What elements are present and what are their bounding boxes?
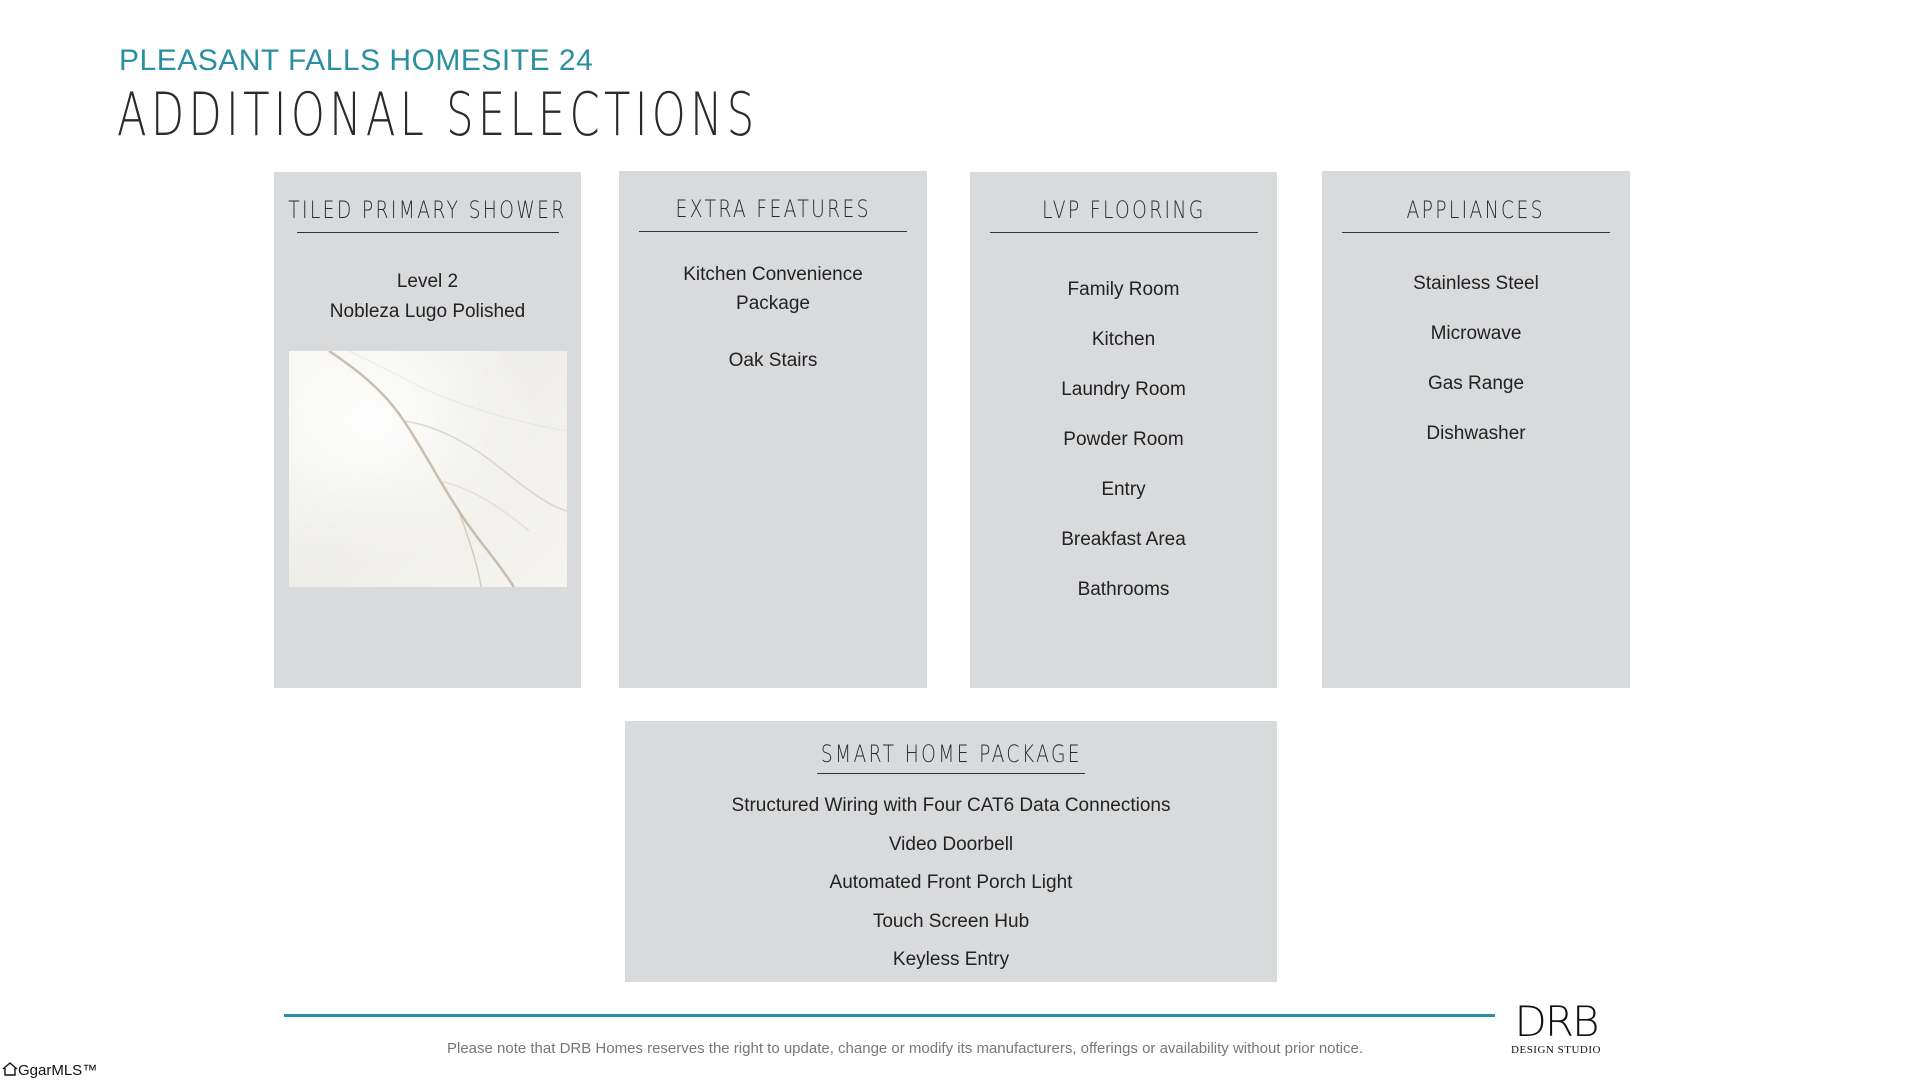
heading-divider bbox=[817, 773, 1085, 774]
card-tiled-primary-shower bbox=[274, 172, 581, 688]
mls-label: GgarMLS™ bbox=[18, 1062, 98, 1079]
logo-subtitle: DESIGN STUDIO bbox=[1511, 1044, 1601, 1056]
list-item: Dishwasher bbox=[1426, 423, 1526, 444]
list-item: Oak Stairs bbox=[728, 350, 818, 371]
list-item: Powder Room bbox=[1063, 429, 1184, 450]
disclaimer-text: Please note that DRB Homes reserves the right to update, change or modify its manufacturers, offerings or availability without prior notice. bbox=[447, 1040, 1364, 1057]
card-heading: TILED PRIMARY SHOWER bbox=[288, 196, 567, 224]
list-item: Automated Front Porch Light bbox=[829, 872, 1073, 893]
drb-design-studio-logo bbox=[1506, 997, 1606, 1062]
list-item: Kitchen Convenience Package bbox=[683, 264, 863, 314]
extra-features-list bbox=[663, 260, 883, 375]
heading-divider bbox=[639, 231, 907, 232]
list-item: Family Room bbox=[1067, 279, 1180, 300]
heading-divider bbox=[990, 232, 1258, 233]
heading-divider bbox=[297, 232, 559, 233]
list-item: Touch Screen Hub bbox=[872, 910, 1030, 932]
marble-veining-image bbox=[289, 351, 567, 587]
list-item: Keyless Entry bbox=[892, 949, 1010, 970]
shower-level: Level 2 bbox=[396, 271, 459, 292]
card-extra-features bbox=[619, 171, 927, 688]
appliances-list bbox=[1413, 259, 1539, 459]
marble-tile-swatch bbox=[289, 351, 567, 587]
footer-divider bbox=[284, 1014, 1495, 1017]
card-smart-home-package bbox=[625, 721, 1277, 982]
heading-divider bbox=[1342, 232, 1610, 233]
list-item: Breakfast Area bbox=[1061, 529, 1186, 550]
mls-watermark bbox=[2, 1062, 97, 1079]
smart-home-list bbox=[732, 787, 1171, 980]
list-item: Laundry Room bbox=[1061, 379, 1186, 400]
card-heading: APPLIANCES bbox=[1406, 196, 1546, 224]
list-item: Video Doorbell bbox=[888, 833, 1014, 855]
card-heading: SMART HOME PACKAGE bbox=[820, 740, 1082, 768]
list-item: Structured Wiring with Four CAT6 Data Connections bbox=[731, 795, 1171, 816]
list-item: Bathrooms bbox=[1077, 579, 1170, 600]
card-appliances bbox=[1322, 171, 1630, 688]
list-item: Gas Range bbox=[1427, 373, 1525, 394]
homesite-subtitle: PLEASANT FALLS HOMESITE 24 bbox=[119, 44, 594, 77]
shower-tile-name: Nobleza Lugo Polished bbox=[329, 301, 526, 322]
card-heading: EXTRA FEATURES bbox=[675, 195, 871, 223]
page-title: ADDITIONAL SELECTIONS bbox=[117, 80, 759, 150]
logo-mark: DRB bbox=[1514, 997, 1598, 1046]
list-item: Entry bbox=[1101, 479, 1146, 500]
house-icon bbox=[2, 1062, 18, 1076]
shower-details bbox=[330, 267, 525, 327]
list-item: Microwave bbox=[1430, 323, 1522, 344]
card-lvp-flooring bbox=[970, 172, 1277, 688]
list-item: Kitchen bbox=[1091, 329, 1156, 350]
card-heading: LVP FLOORING bbox=[1041, 196, 1206, 224]
lvp-rooms-list bbox=[1061, 265, 1186, 615]
list-item: Stainless Steel bbox=[1413, 273, 1539, 294]
